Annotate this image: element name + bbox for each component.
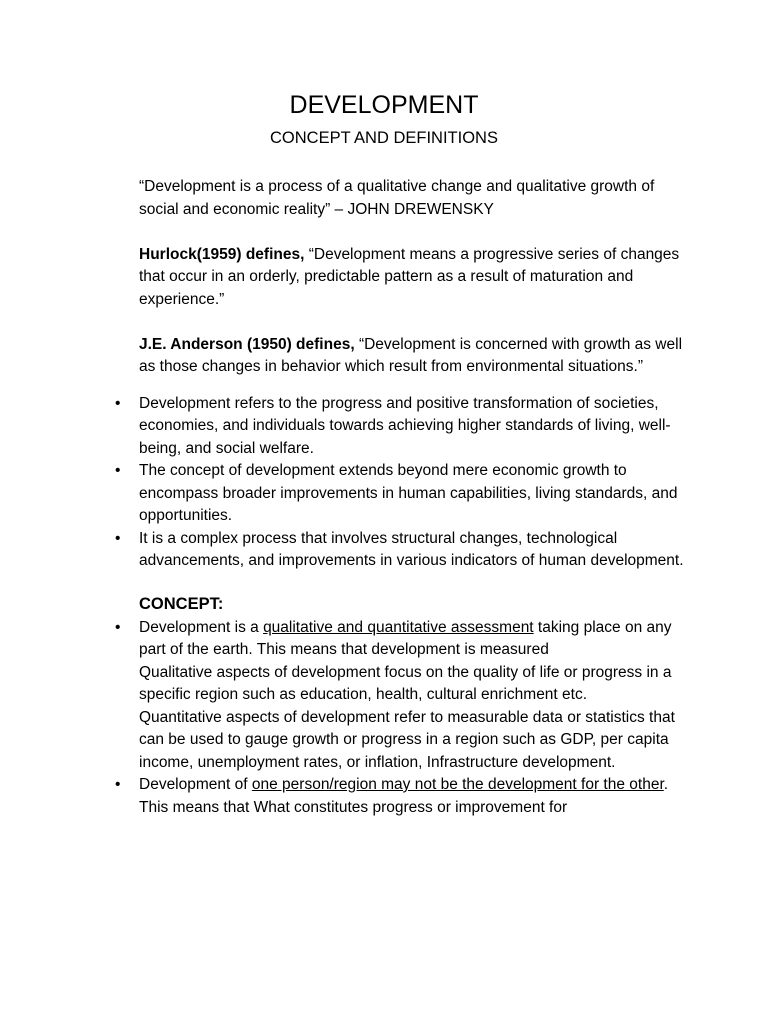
list-item-text: The concept of development extends beyond mere economic growth to encompass broader improvements in human capabilities, living standards, and opportunities. [139, 462, 678, 524]
document-title: DEVELOPMENT [289, 91, 479, 119]
definition-hurlock [139, 244, 684, 312]
definition-text: “Development means a progressive series of changes that occur in an orderly, predictable pattern as a result of maturation and experience.” [139, 245, 680, 308]
definition-author: Hurlock(1959) defines, [139, 245, 305, 263]
list-item [115, 617, 684, 775]
definition-drewensky [139, 176, 684, 221]
concept-text: Development is a [139, 618, 264, 636]
list-item [115, 460, 684, 528]
concept-text: . This means that What constitutes progress or improvement for [139, 776, 669, 816]
definition-text: “Development is a process of a qualitative change and qualitative growth of social and economic reality” – JOHN DREWENSKY [139, 178, 655, 218]
bullet-icon: • [115, 462, 121, 479]
list-item [115, 774, 684, 819]
document-body [115, 176, 684, 819]
bullet-icon: • [115, 529, 121, 547]
list-item-text: It is a complex process that involves structural changes, technological advancements, and improvements in various indicators of human development. [139, 529, 684, 569]
concept-text: taking place on any part of the earth. This means that development is measured [139, 618, 672, 658]
list-item [115, 528, 684, 573]
quantitative-text: Quantitative aspects of development refer to measurable data or statistics that can be used to gauge growth or progress in a region such as GDP, per capita income, unemployment rates, or inflation, Infrastructure development. [139, 708, 675, 771]
underlined-phrase: one person/region may not be the development for the other [251, 776, 664, 793]
intro-bullet-list [115, 393, 684, 573]
concept-text: Development of [139, 776, 252, 793]
concept-heading: CONCEPT: [139, 594, 224, 613]
definition-text: “Development is concerned with growth as well as those changes in behavior which result from environmental situations.” [139, 335, 683, 375]
definition-author: J.E. Anderson (1950) defines, [139, 335, 355, 353]
definition-anderson [139, 334, 684, 379]
list-item-text: Development refers to the progress and positive transformation of societies, economies, and individuals towards achieving higher standards of living, well-being, and social welfare. [139, 394, 671, 457]
underlined-phrase: qualitative and quantitative assessment [263, 618, 534, 636]
bullet-icon: • [115, 776, 121, 793]
qualitative-text: Qualitative aspects of development focus on the quality of life or progress in a specific region such as education, health, cultural enrichment etc. [139, 663, 672, 703]
document-subtitle: CONCEPT AND DEFINITIONS [270, 129, 498, 147]
bullet-icon: • [115, 394, 121, 412]
bullet-icon: • [115, 618, 121, 636]
list-item [115, 393, 684, 461]
concept-bullet-list [115, 617, 684, 820]
